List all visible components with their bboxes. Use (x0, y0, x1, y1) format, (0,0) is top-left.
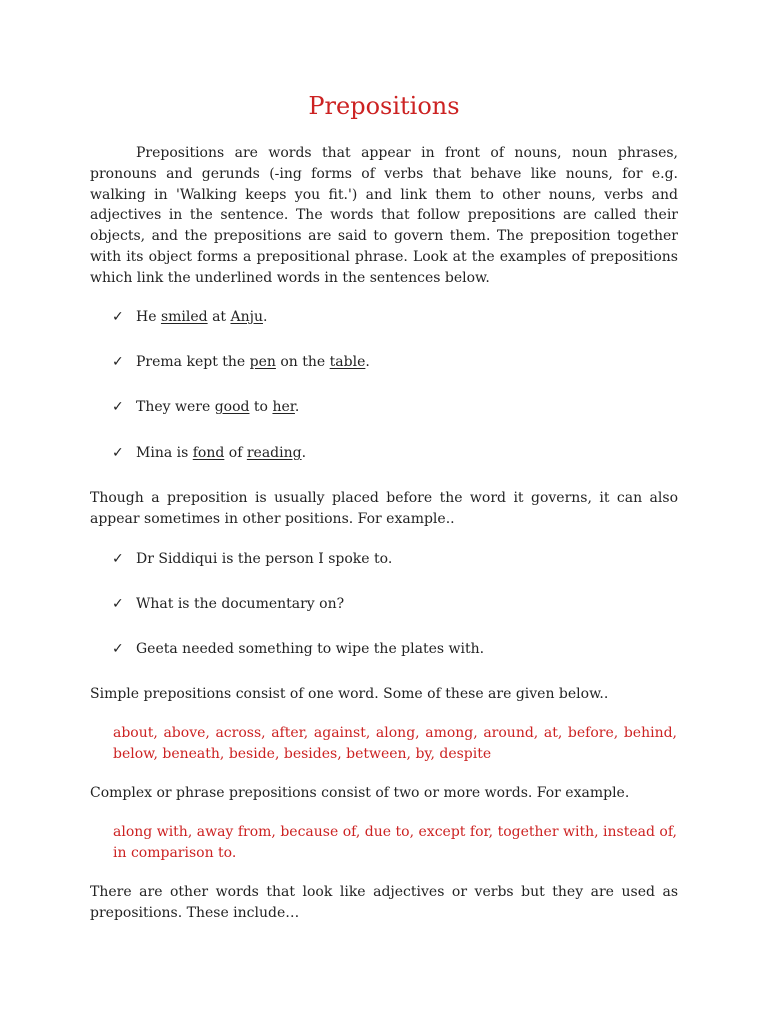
example-item: ✓ Prema kept the pen on the table. (112, 354, 370, 370)
underlined-word: pen (249, 354, 276, 370)
checkmark-icon: ✓ (112, 641, 124, 657)
underlined-word: good (214, 399, 250, 415)
complex-prepositions-list: along with, away from, because of, due to, except for, together with, instead of, in comparison to. (113, 824, 677, 861)
checkmark-icon: ✓ (112, 354, 124, 370)
example-item: ✓ He smiled at Anju. (112, 309, 268, 325)
underlined-word: reading (246, 445, 302, 461)
simple-prepositions-intro: Simple prepositions consist of one word. Some of these are given below.. (90, 686, 609, 702)
underlined-word: smiled (160, 309, 208, 325)
intro-paragraph: Prepositions are words that appear in front of nouns, noun phrases, pronouns and gerunds (-ing forms of verbs that behave like nouns, for e.g. walking in 'Walking keeps you fit.') and link them to other nouns, verbs and adjectives in the sentence. The words that follow prepositions are called their objects, and the prepositions are said to govern them. The preposition together with its object forms a prepositional phrase. Look at the examples of prepositions which link the underlined words in the sentences below. (90, 145, 678, 286)
simple-prepositions-list: about, above, across, after, against, along, among, around, at, before, behind, below, beneath, beside, besides, between, by, despite (113, 725, 677, 762)
complex-prepositions-intro: Complex or phrase prepositions consist of two or more words. For example. (90, 785, 630, 801)
example-item: ✓ They were good to her. (112, 399, 300, 415)
checkmark-icon: ✓ (112, 551, 124, 567)
page-title: Prepositions (308, 92, 460, 120)
position-paragraph: Though a preposition is usually placed before the word it governs, it can also appear sometimes in other positions. For example.. (90, 490, 678, 527)
example-item: ✓ Mina is fond of reading. (112, 445, 307, 461)
example-item: ✓ Dr Siddiqui is the person I spoke to. (112, 551, 393, 567)
other-words-paragraph: There are other words that look like adjectives or verbs but they are used as prepositions. These include… (90, 884, 678, 921)
checkmark-icon: ✓ (112, 596, 124, 612)
underlined-word: fond (192, 445, 225, 461)
checkmark-icon: ✓ (112, 445, 124, 461)
underlined-word: table (329, 354, 366, 370)
example-item: ✓ Geeta needed something to wipe the plates with. (112, 641, 485, 657)
underlined-word: her (272, 399, 295, 415)
checkmark-icon: ✓ (112, 309, 124, 325)
underlined-word: Anju (230, 309, 263, 325)
example-item: ✓ What is the documentary on? (112, 596, 345, 612)
checkmark-icon: ✓ (112, 399, 124, 415)
